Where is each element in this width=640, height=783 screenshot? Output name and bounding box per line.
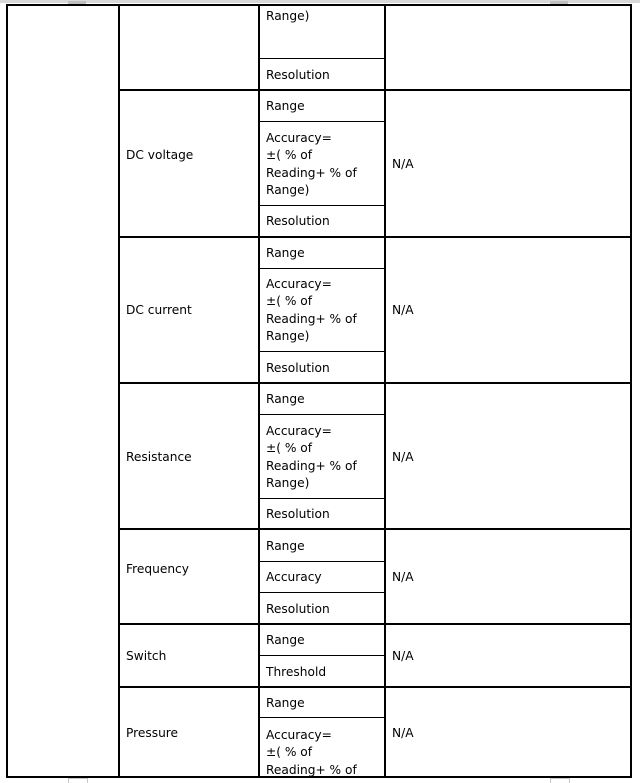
value-cell: N/A bbox=[392, 649, 414, 663]
param-divider bbox=[259, 717, 385, 718]
function-name: Resistance bbox=[126, 450, 192, 464]
value-cell: N/A bbox=[392, 450, 414, 464]
param-accuracy: Accuracy= ±( % of Reading+ % of Range) bbox=[266, 424, 357, 491]
row-divider bbox=[119, 528, 630, 530]
param-divider bbox=[259, 498, 385, 499]
function-name: DC current bbox=[126, 303, 192, 317]
param-resolution: Resolution bbox=[266, 602, 330, 616]
function-name: Switch bbox=[126, 649, 167, 663]
row-divider bbox=[119, 623, 630, 625]
value-cell: N/A bbox=[392, 303, 414, 317]
param-accuracy-tail: Range) bbox=[266, 9, 310, 23]
value-cell: N/A bbox=[392, 570, 414, 584]
param-accuracy: Accuracy bbox=[266, 570, 322, 584]
param-divider bbox=[259, 205, 385, 206]
row-divider bbox=[119, 686, 630, 688]
param-divider bbox=[259, 351, 385, 352]
param-divider bbox=[259, 414, 385, 415]
page-top-edge bbox=[0, 0, 640, 3]
row-divider bbox=[119, 236, 630, 238]
ruler-marker-bottom-left bbox=[68, 778, 88, 783]
row-divider bbox=[119, 89, 630, 91]
specification-table bbox=[6, 4, 632, 778]
ruler-marker-bottom-right bbox=[550, 778, 570, 783]
param-divider bbox=[259, 655, 385, 656]
row-divider bbox=[119, 382, 630, 384]
param-divider bbox=[259, 58, 385, 59]
param-range: Range bbox=[266, 696, 305, 710]
param-resolution: Resolution bbox=[266, 507, 330, 521]
param-range: Range bbox=[266, 392, 305, 406]
param-resolution: Resolution bbox=[266, 361, 330, 375]
value-cell: N/A bbox=[392, 726, 414, 740]
param-divider bbox=[259, 592, 385, 593]
function-name: Pressure bbox=[126, 726, 179, 740]
param-divider bbox=[259, 121, 385, 122]
param-resolution: Resolution bbox=[266, 68, 330, 82]
param-range: Range bbox=[266, 633, 305, 647]
param-accuracy: Accuracy= ±( % of Reading+ % of Range) bbox=[266, 131, 357, 198]
param-range: Range bbox=[266, 539, 305, 553]
param-divider bbox=[259, 561, 385, 562]
function-name: Frequency bbox=[126, 562, 189, 576]
param-divider bbox=[259, 268, 385, 269]
param-accuracy: Accuracy= ±( % of Reading+ % of Range) bbox=[266, 277, 357, 344]
param-threshold: Threshold bbox=[266, 665, 327, 679]
param-resolution: Resolution bbox=[266, 214, 330, 228]
value-cell: N/A bbox=[392, 157, 414, 171]
param-accuracy: Accuracy= ±( % of Reading+ % of bbox=[266, 728, 357, 777]
param-range: Range bbox=[266, 246, 305, 260]
param-range: Range bbox=[266, 99, 305, 113]
column-divider-1 bbox=[118, 6, 120, 776]
function-name: DC voltage bbox=[126, 148, 194, 162]
